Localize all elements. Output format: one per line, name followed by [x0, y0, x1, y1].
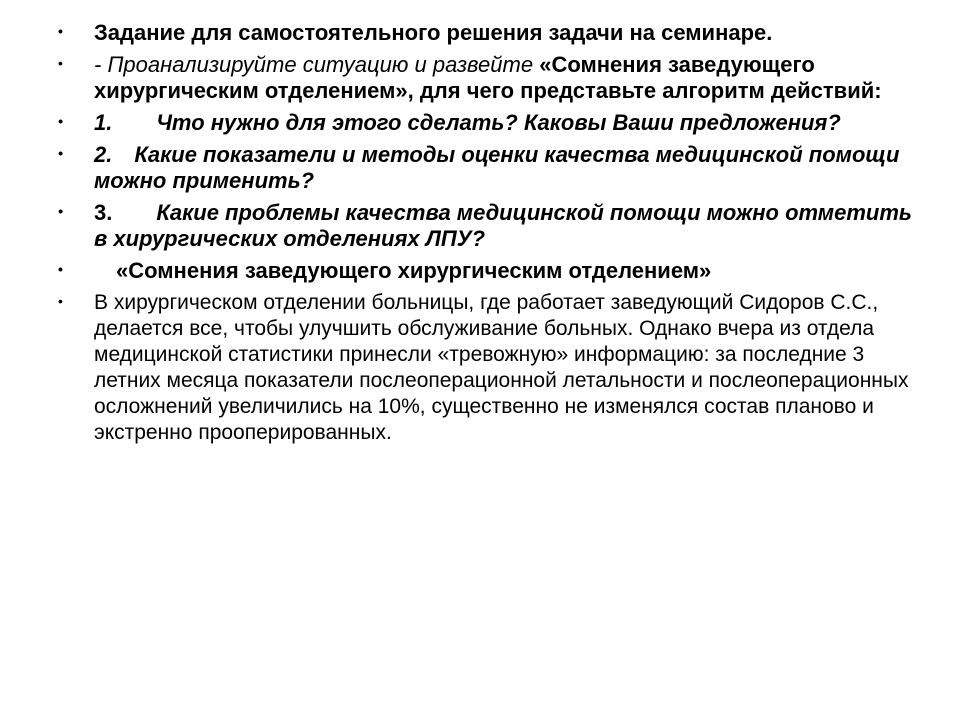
bullet-question-2 [58, 142, 918, 194]
instruction-emphasis: «Сомнения заведующего хирургическим отделением», для чего представьте алгоритм действий: [94, 52, 882, 103]
question-3-number: 3. [94, 200, 113, 225]
bullet-list [58, 20, 918, 452]
case-description-text: В хирургическом отделении больницы, где работает заведующий Сидоров С.С., делается все, чтобы улучшить обслуживание больных. Однако вчера из отдела медицинской статистики принесли «тревожную» информацию: за последние 3 летних месяца показатели послеоперационной летальности и послеоперационных осложнений увеличились на 10%, существенно не изменялся состав планово и экстренно прооперированных. [94, 291, 909, 444]
bullet-icon: • [58, 113, 63, 129]
bullet-case-description [58, 290, 918, 446]
instruction-prefix: - Проанализируйте ситуацию и развейте [94, 52, 540, 77]
bullet-question-1 [58, 110, 918, 136]
bullet-question-3 [58, 200, 918, 252]
bullet-instruction [58, 52, 918, 104]
bullet-task-title [58, 20, 918, 46]
question-3-text: Какие проблемы качества медицинской помощи можно отметить в хирургических отделениях ЛПУ? [94, 200, 912, 251]
question-2-number: 2. [94, 142, 113, 167]
bullet-icon: • [58, 261, 63, 277]
question-2-text: Какие показатели и методы оценки качества медицинской помощи можно применить? [94, 142, 900, 193]
question-1-number: 1. [94, 110, 113, 135]
task-title-text: Задание для самостоятельного решения задачи на семинаре. [94, 20, 773, 45]
bullet-icon: • [58, 293, 63, 309]
bullet-icon: • [58, 23, 63, 39]
bullet-icon: • [58, 55, 63, 71]
bullet-case-heading [58, 258, 918, 284]
question-1-text: Что нужно для этого сделать? Каковы Ваши предложения? [156, 110, 841, 135]
bullet-icon: • [58, 203, 63, 219]
case-heading-text: «Сомнения заведующего хирургическим отделением» [116, 258, 712, 283]
bullet-icon: • [58, 145, 63, 161]
